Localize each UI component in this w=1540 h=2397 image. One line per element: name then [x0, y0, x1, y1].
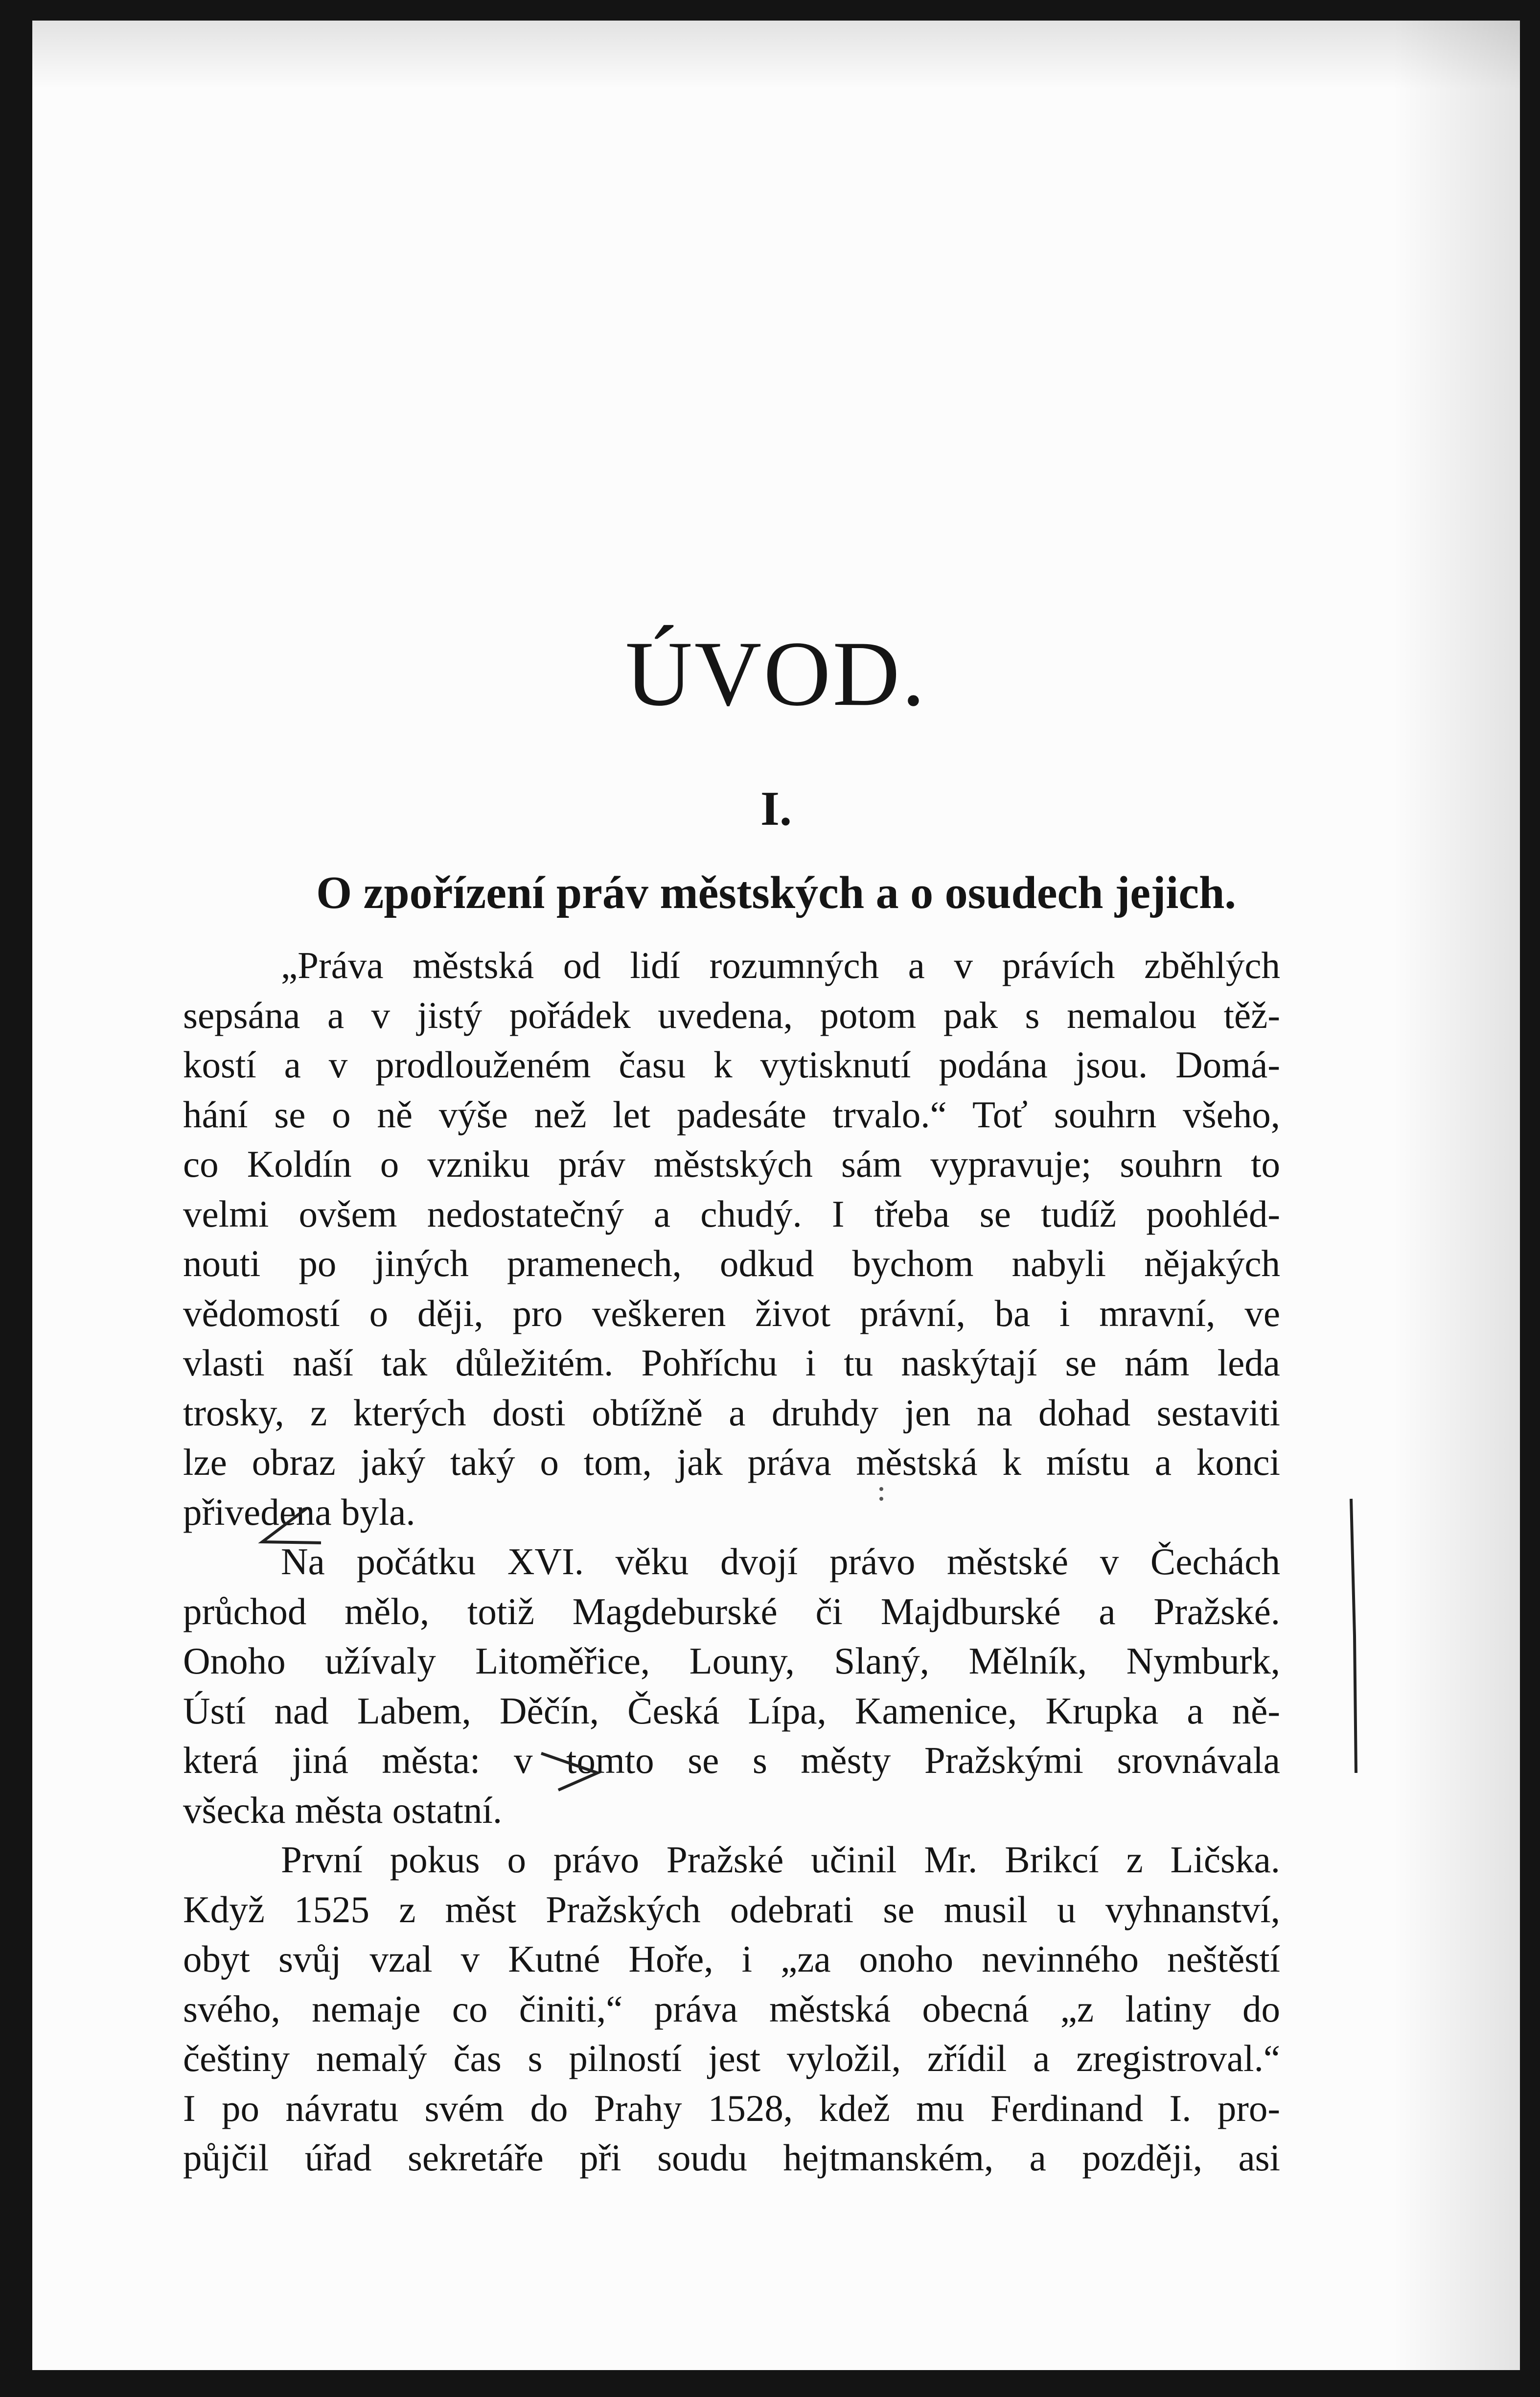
text-line: Ústí nad Labem, Děčín, Česká Lípa, Kamenice, Krupka a ně- [183, 1689, 1280, 1732]
text-line: Když 1525 z měst Pražských odebrati se musil u vyhnanství, [183, 1888, 1280, 1931]
section-title: O zpořízení práv městských a o osudech jejich. [316, 867, 1236, 918]
text-line: I po návratu svém do Prahy 1528, kdež mu Ferdinand I. pro- [183, 2087, 1280, 2129]
scanned-page [32, 21, 1520, 2370]
text-line: „Práva městská od lidí rozumných a v právích zběhlých [281, 944, 1280, 986]
text-line: přivedena byla. [183, 1490, 415, 1533]
text-line: vlasti naší tak důležitém. Pohříchu i tu naskýtají se nám leda [183, 1342, 1280, 1384]
text-line: Onoho užívaly Litoměřice, Louny, Slaný, Mělník, Nymburk, [183, 1640, 1280, 1682]
body-text [183, 941, 1280, 2183]
paragraph-1 [183, 941, 1280, 1537]
text-line: průchod mělo, totiž Magdeburské či Majdburské a Pražské. [183, 1590, 1280, 1632]
text-line: vědomostí o ději, pro veškeren život právní, ba i mravní, ve [183, 1292, 1280, 1334]
text-line: svého, nemaje co činiti,“ práva městská obecná „z latiny do [183, 1987, 1280, 2030]
text-line: sepsána a v jistý pořádek uvedena, potom pak s nemalou těž- [183, 994, 1280, 1036]
section-number: I. [760, 781, 792, 836]
text-line: hání se o ně výše než let padesáte trvalo.“ Toť souhrn všeho, [183, 1093, 1280, 1136]
text-line: češtiny nemalý čas s pilností jest vyložil, zřídil a zregistroval.“ [183, 2037, 1280, 2079]
paragraph-3 [183, 1835, 1280, 2183]
text-line: nouti po jiných pramenech, odkud bychom nabyli nějakých [183, 1242, 1280, 1284]
page-heading: ÚVOD. [625, 623, 927, 725]
text-line: půjčil úřad sekretáře při soudu hejtmanském, a později, asi [183, 2137, 1280, 2179]
paragraph-2 [183, 1537, 1280, 1835]
text-line: co Koldín o vzniku práv městských sám vypravuje; souhrn to [183, 1143, 1280, 1185]
text-line: lze obraz jaký taký o tom, jak práva městská k místu a konci [183, 1441, 1280, 1483]
text-line: která jiná města: v tomto se s městy Pražskými srovnávala [183, 1739, 1280, 1781]
text-line: velmi ovšem nedostatečný a chudý. I třeba se tudíž poohléd- [183, 1192, 1280, 1235]
text-line: všecka města ostatní. [183, 1789, 503, 1831]
text-line: trosky, z kterých dosti obtížně a druhdy jen na dohad sestaviti [183, 1391, 1280, 1434]
text-line: kostí a v prodlouženém času k vytisknutí podána jsou. Domá- [183, 1044, 1280, 1086]
text-line: První pokus o právo Pražské učinil Mr. Brikcí z Ličska. [281, 1838, 1280, 1881]
text-line: obyt svůj vzal v Kutné Hoře, i „za onoho nevinného neštěstí [183, 1938, 1280, 1980]
text-line: Na počátku XVI. věku dvojí právo městské v Čechách [281, 1540, 1280, 1582]
page-content [32, 21, 1520, 2370]
